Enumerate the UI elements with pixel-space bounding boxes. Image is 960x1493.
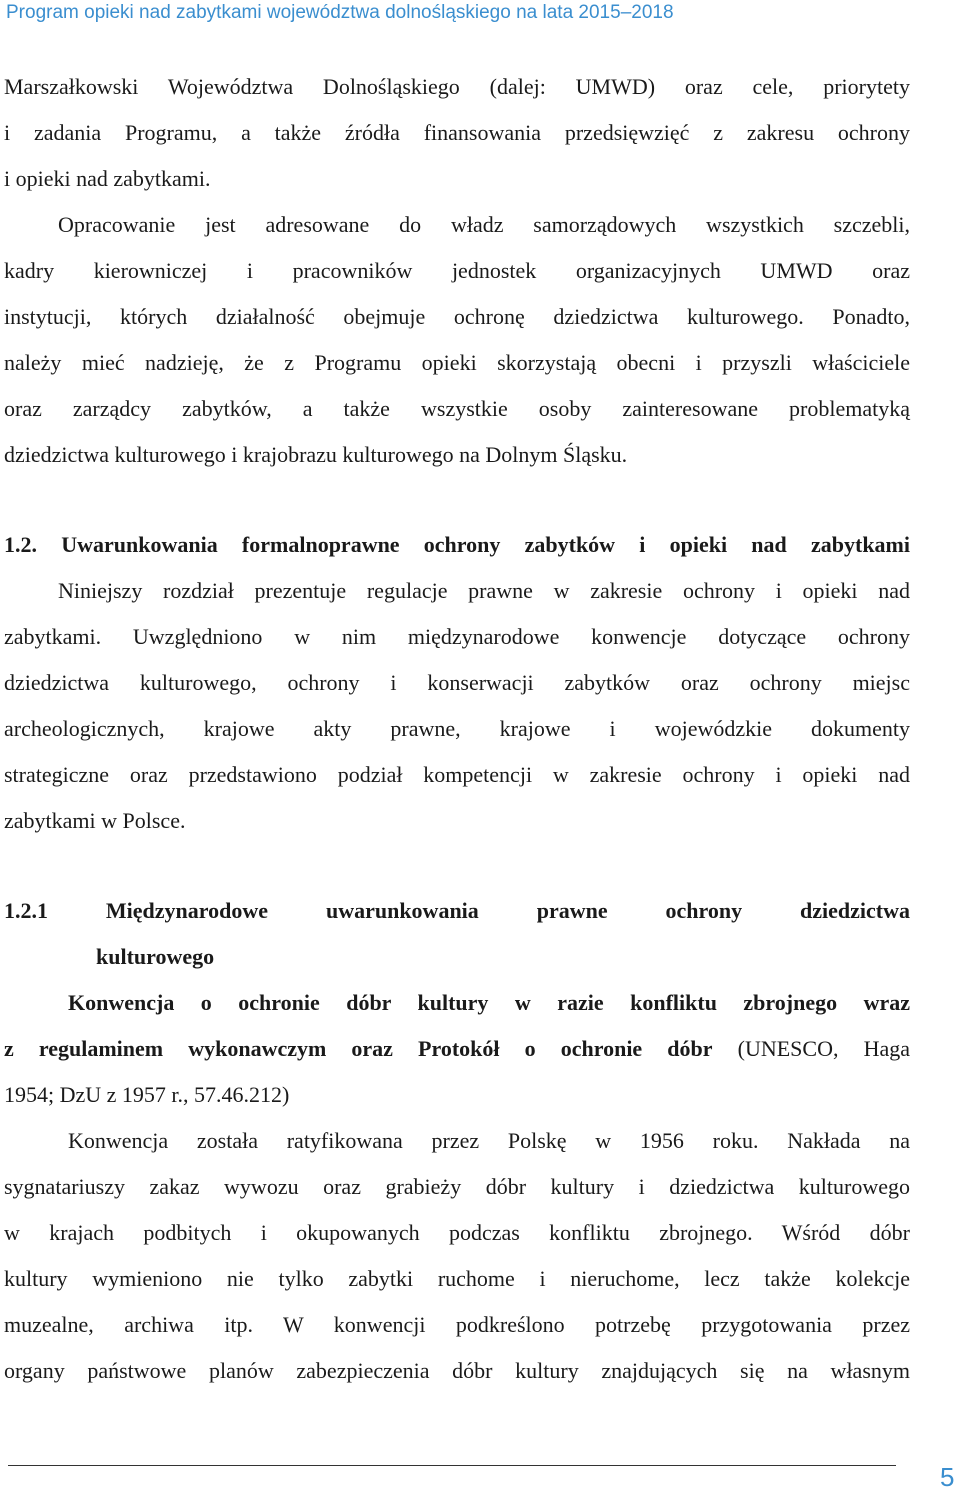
convention-title-line	[4, 1036, 910, 1062]
paragraph-line: archeologicznych, krajowe akty prawne, krajowe i wojewódzkie dokumenty	[4, 716, 910, 741]
paragraph-line: kultury wymieniono nie tylko zabytki ruchome i nieruchome, lecz także kolekcje	[4, 1266, 910, 1291]
paragraph-line: i opieki nad zabytkami.	[4, 166, 211, 191]
convention-source: (UNESCO, Haga	[712, 1036, 910, 1061]
paragraph-line: Konwencja została ratyfikowana przez Polskę w 1956 roku. Nakłada na	[68, 1128, 910, 1153]
paragraph-line: Marszałkowski Województwa Dolnośląskiego (dalej: UMWD) oraz cele, priorytety	[4, 74, 910, 99]
convention-title-bold: z regulaminem wykonawczym oraz Protokół o ochronie dóbr	[4, 1036, 713, 1061]
section-heading: 1.2. Uwarunkowania formalnoprawne ochrony zabytków i opieki nad zabytkami	[4, 532, 910, 557]
paragraph-line: strategiczne oraz przedstawiono podział kompetencji w zakresie ochrony i opieki nad	[4, 762, 910, 787]
paragraph-line: Niniejszy rozdział prezentuje regulacje prawne w zakresie ochrony i opieki nad	[58, 578, 910, 603]
paragraph-line: w krajach podbitych i okupowanych podczas konfliktu zbrojnego. Wśród dóbr	[4, 1220, 910, 1245]
subsection-heading-continued: kulturowego	[96, 944, 215, 969]
paragraph-line: muzealne, archiwa itp. W konwencji podkreślono potrzebę przygotowania przez	[4, 1312, 910, 1337]
paragraph-line: zabytkami. Uwzględniono w nim międzynarodowe konwencje dotyczące ochrony	[4, 624, 910, 649]
paragraph-line: i zadania Programu, a także źródła finansowania przedsięwzięć z zakresu ochrony	[4, 120, 910, 145]
paragraph-line: kadry kierowniczej i pracowników jednostek organizacyjnych UMWD oraz	[4, 258, 910, 283]
footer-rule	[8, 1465, 896, 1466]
paragraph-line: oraz zarządcy zabytków, a także wszystkie osoby zainteresowane problematyką	[4, 396, 910, 421]
running-header: Program opieki nad zabytkami województwa dolnośląskiego na lata 2015–2018	[6, 2, 674, 23]
paragraph-line: należy mieć nadzieję, że z Programu opieki skorzystają obecni i przyszli właściciele	[4, 350, 910, 375]
page-number: 5	[940, 1462, 955, 1492]
convention-title: Konwencja o ochronie dóbr kultury w razie konfliktu zbrojnego wraz	[68, 990, 910, 1015]
paragraph-line: dziedzictwa kulturowego i krajobrazu kulturowego na Dolnym Śląsku.	[4, 442, 628, 467]
paragraph-line: instytucji, których działalność obejmuje ochronę dziedzictwa kulturowego. Ponadto,	[4, 304, 910, 329]
paragraph-line: dziedzictwa kulturowego, ochrony i konserwacji zabytków oraz ochrony miejsc	[4, 670, 910, 695]
paragraph-line: sygnatariuszy zakaz wywozu oraz grabieży dóbr kultury i dziedzictwa kulturowego	[4, 1174, 910, 1199]
paragraph-line: zabytkami w Polsce.	[4, 808, 186, 833]
paragraph-line: organy państwowe planów zabezpieczenia dóbr kultury znajdujących się na własnym	[4, 1358, 910, 1383]
paragraph-line: Opracowanie jest adresowane do władz samorządowych wszystkich szczebli,	[58, 212, 910, 237]
subsection-heading: 1.2.1 Międzynarodowe uwarunkowania prawne ochrony dziedzictwa	[4, 898, 910, 923]
convention-reference: 1954; DzU z 1957 r., 57.46.212)	[4, 1082, 290, 1107]
